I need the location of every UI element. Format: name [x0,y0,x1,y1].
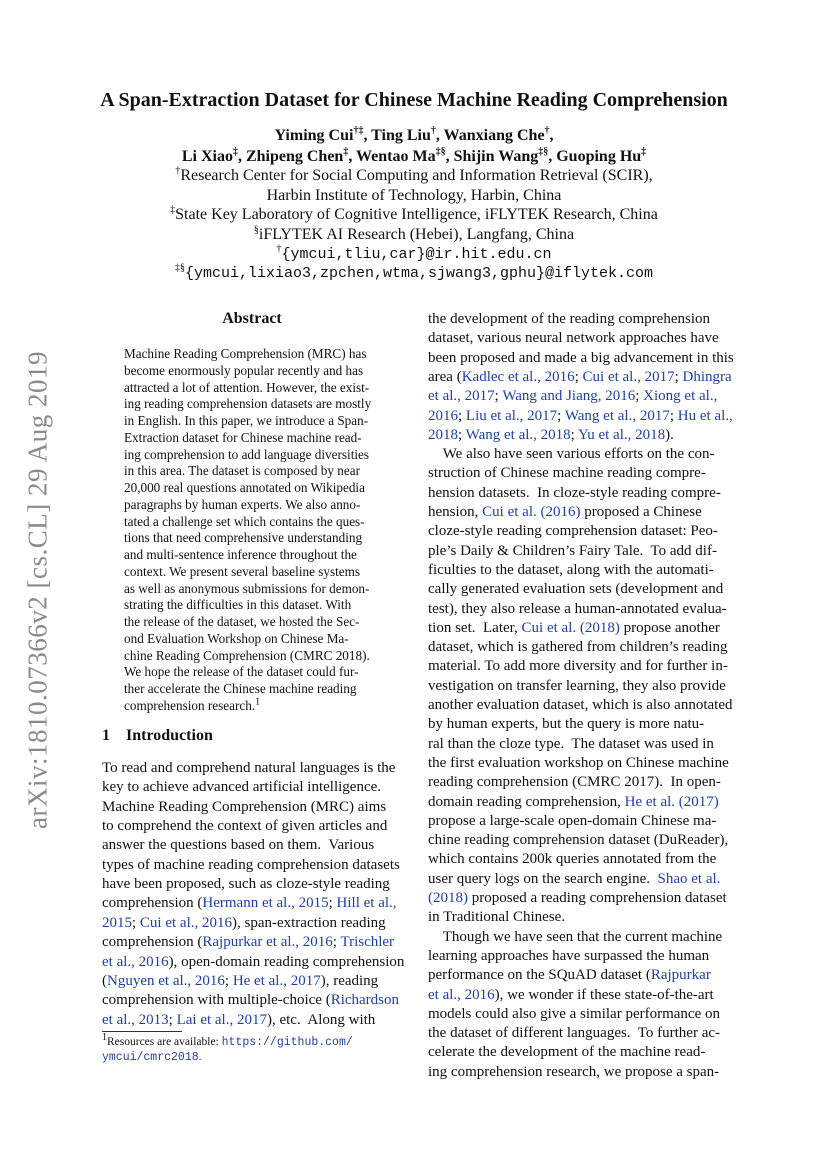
author-separator: , [548,148,557,165]
citation-link[interactable]: Yu et al., 2018 [578,426,666,443]
footnote-link-cont[interactable]: ymcui/cmrc2018 [102,1051,199,1064]
author-name: Guoping Hu [556,148,642,165]
citation-link[interactable]: Wang et al., 2018 [465,426,571,443]
text-line [428,639,732,656]
text-line [102,1012,404,1029]
text-span: ral than the cloze type. The dataset was used in [428,735,714,752]
text-span: ing comprehension research, we propose a span- [428,1063,720,1080]
author-affiliation-mark: ‡§ [435,146,446,158]
text-line [102,876,404,893]
citation-link[interactable]: Lai et al., 2017 [176,1011,267,1028]
text-span: ; [669,407,678,424]
text-line [428,716,732,733]
text-span: ple’s Daily & Children’s Fairy Tale. To add dif- [428,542,717,559]
text-line [428,562,732,579]
text-line [102,857,404,874]
text-span: proposed a reading comprehension dataset [468,890,727,906]
text-span: ; [328,895,337,912]
abstract-line: the release of the dataset, we hosted the Sec- [124,614,360,629]
text-span: comprehension with multiple-choice ( [102,992,331,1009]
text-line [428,311,732,328]
affiliation-iflytek: ‡State Key Laboratory of Cognitive Intelligence, iFLYTEK Research, China [170,204,658,223]
affiliation-hebei: §iFLYTEK AI Research (Hebei), Langfang, China [253,224,575,243]
text-line [428,774,732,791]
text-line [428,446,732,463]
text-span: ; [574,368,583,385]
text-line [428,794,732,811]
text-line [428,1006,732,1023]
citation-link[interactable]: Hill et al., [336,895,397,912]
text-span: dataset, various neural network approaches have [428,330,719,347]
citation-link[interactable]: 2016 [428,407,458,424]
citation-link[interactable]: et al., 2013 [102,1011,169,1028]
text-line [102,799,404,816]
text-span: ). [665,426,674,443]
citation-link[interactable]: Xiong et al., [643,388,718,405]
author-affiliation-mark: † [544,125,550,137]
text-line [102,992,404,1009]
email-iflytek: ‡§{ymcui,lixiao3,zpchen,wtma,sjwang3,gphu}@iflytek.com [174,262,654,282]
citation-link[interactable]: Wang et al., 2017 [564,407,670,424]
footnote-rule [102,1031,182,1032]
text-line [428,678,732,695]
author-row-1 [0,127,828,145]
text-span: reading comprehension (CMRC 2017). In open- [428,774,721,791]
text-span: learning approaches have surpassed the human [428,947,710,964]
author-affiliation-mark: † [430,125,436,137]
text-line [428,832,732,849]
citation-link[interactable]: He et al. (2017) [624,793,719,810]
footnote-line-2: ymcui/cmrc2018. [102,1051,202,1064]
author-row-2 [0,148,828,166]
text-line [428,485,732,502]
text-span: material. To add more diversity and for further in- [428,658,728,675]
text-span: ; [332,934,341,951]
text-line [428,388,732,405]
author-name: Wentao Ma [356,148,436,165]
text-span: ; [132,914,140,931]
text-line [428,929,732,946]
text-span: to comprehend the context of given articles and [102,818,388,835]
text-span: the first evaluation workshop on Chinese machine [428,754,729,771]
footnote-link[interactable]: https://github.com/ [221,1036,353,1049]
abstract-line: and multi-sentence inference throughout the [124,547,357,562]
text-line [428,523,732,540]
author-name: Shijin Wang [453,148,539,165]
text-line [102,760,404,777]
text-span: comprehension ( [102,934,203,951]
text-line [102,818,404,835]
text-span: Though we have seen that the current machine [428,928,723,945]
author-affiliation-mark: ‡ [343,146,349,158]
text-line [428,1064,732,1081]
text-span: the development of the reading comprehension [428,311,710,327]
abstract-line: ther accelerate the Chinese machine reading [124,681,357,696]
citation-link[interactable]: Hu et al., [677,407,733,424]
text-line [428,658,732,675]
text-span: vestigation on transfer learning, they also provide [428,677,726,694]
text-span: ; [635,388,644,405]
affiliation-scir: †Research Center for Social Computing and Information Retrieval (SCIR), [175,165,653,184]
text-span: ; [570,426,579,443]
text-line [428,948,732,965]
text-span: ), etc. Along with [266,1011,376,1028]
citation-link[interactable]: He et al., 2017 [232,972,321,989]
citation-link[interactable]: 2015 [102,914,132,931]
text-span: dataset, which is gathered from children’s reading [428,639,728,656]
text-span: cloze-style reading comprehension dataset: Peo- [428,523,718,540]
text-span: ; [224,972,233,989]
footnote-line-1: $^1$Resources are available: https://github.com/ [102,1032,353,1049]
abstract-line: tated a challenge set which contains the ques- [124,513,365,529]
abstract-line: We hope the release of the dataset could fur- [124,664,359,680]
abstract-line: as well as anonymous submissions for demon- [124,580,370,596]
text-span: answer the questions based on them. Various [102,837,375,854]
citation-link[interactable]: Cui et al., 2017 [582,368,675,385]
text-span: ), open-domain reading comprehension [168,953,405,970]
abstract-line: 20,000 real questions annotated on Wikipedia [124,480,365,495]
author-separator: , [549,127,554,144]
text-span: models could also give a similar performance on [428,1005,720,1022]
abstract-line: tions that need comprehensive understanding [124,530,363,546]
abstract-line: ing comprehension to add language diversities [124,446,370,462]
affiliation-hit: Harbin Institute of Technology, Harbin, China [266,187,562,204]
author-separator: , [363,127,372,144]
text-line [102,837,404,854]
abstract-line: attracted a lot of attention. However, the exist- [124,379,370,395]
text-span: in Traditional Chinese. [428,909,566,926]
text-span: We also have seen various efforts on the con- [428,446,715,463]
abstract-line: strating the difficulties in this dataset. With [124,597,352,613]
text-line [428,697,732,714]
author-separator: , [435,127,444,144]
text-line [428,369,732,386]
text-span: proposed a Chinese [580,504,702,520]
abstract-line: Extraction dataset for Chinese machine read- [124,429,362,445]
section-heading: 1 Introduction [102,727,213,744]
text-span: ), reading [320,972,379,989]
text-span: another evaluation dataset, which is also annotated [428,697,733,713]
author-affiliation-mark: ‡ [641,146,647,158]
text-span: key to achieve advanced artificial intelligence. [102,779,382,796]
text-span: chine reading comprehension dataset (DuReader), [428,832,729,849]
text-span: tion set. Later, [428,619,522,636]
text-line [428,581,732,598]
text-line [428,755,732,772]
citation-link[interactable]: et al., 2016 [428,986,495,1003]
text-line [428,620,732,637]
abstract-line: Machine Reading Comprehension (MRC) has [124,346,367,361]
citation-link[interactable]: Dhingra [682,368,732,385]
abstract-heading: Abstract [222,310,282,327]
text-span: struction of Chinese machine reading compre- [428,465,706,482]
paper-title: A Span-Extraction Dataset for Chinese Machine Reading Comprehension [100,89,728,111]
text-line [102,915,404,932]
author-name: Yiming Cui [274,127,354,144]
text-span: comprehension ( [102,895,203,912]
abstract-line: paragraphs by human experts. We also anno- [124,496,361,512]
abstract-line: context. We present several baseline systems [124,563,360,579]
citation-link[interactable]: 2018 [428,426,458,443]
text-line [428,465,732,482]
author-name: Wanxiang Che [443,127,545,144]
author-name: Zhipeng Chen [245,148,344,165]
text-span: ; [494,388,503,405]
text-span: have been proposed, such as cloze-style reading [102,876,390,893]
citation-link[interactable]: Trischler [340,934,395,951]
text-span: propose a large-scale open-domain Chinese ma- [428,812,717,829]
text-line [428,851,732,868]
abstract-line: in English. In this paper, we introduce a Span- [124,413,369,428]
author-affiliation-mark: ‡ [232,146,238,158]
text-line [102,895,404,912]
author-separator: , [348,148,357,165]
citation-link[interactable]: Cui et al. (2018) [521,619,620,636]
text-line [428,350,732,367]
abstract-line: in this area. The dataset is composed by near [124,463,360,479]
citation-link[interactable]: Liu et al., 2017 [465,407,558,424]
text-line [428,987,732,1004]
text-line [428,967,732,984]
text-span: domain reading comprehension, [428,793,625,810]
text-line [428,427,732,444]
citation-link[interactable]: et al., 2016 [102,953,169,970]
citation-link[interactable]: Wang and Jiang, 2016 [502,388,636,405]
citation-link[interactable]: Rajpurkar et al., 2016 [202,934,333,951]
text-line [428,736,732,753]
text-line [428,871,732,888]
citation-link[interactable]: Hermann et al., 2015 [202,895,329,912]
text-span: Machine Reading Comprehension (MRC) aims [102,798,387,815]
abstract-line: ing reading comprehension datasets are mostly [124,396,372,412]
citation-link[interactable]: Richardson [330,992,400,1009]
citation-link[interactable]: Rajpurkar [650,967,711,984]
text-span: performance on the SQuAD dataset ( [428,967,651,984]
text-span: ( [102,972,107,989]
author-separator: , [237,148,246,165]
text-span: ; [674,368,683,385]
abstract-line: chine Reading Comprehension (CMRC 2018). [124,647,370,663]
abstract-line: ond Evaluation Workshop on Chinese Ma- [124,630,349,646]
citation-link[interactable]: Cui et al., 2016 [139,914,232,931]
text-span: types of machine reading comprehension datasets [102,856,400,873]
text-span: been proposed and made a big advancement in this [428,349,734,366]
text-span: ), span-extraction reading [232,914,386,931]
text-span: cally generated evaluation sets (development and [428,581,724,598]
text-span: ; [458,426,466,443]
citation-link[interactable]: (2018) [428,890,468,906]
abstract-line: comprehension research.$^1$ [124,696,261,713]
text-span: ficulties to the dataset, along with the automati- [428,561,714,578]
text-span: To read and comprehend natural languages is the [102,760,396,776]
text-span: ), we wonder if these state-of-the-art [494,986,714,1003]
text-line [428,909,732,926]
author-name: Ting Liu [371,127,431,144]
text-span: by human experts, but the query is more natu- [428,716,705,733]
author-separator: , [445,148,454,165]
author-affiliation-mark: †‡ [353,125,364,137]
text-line [428,543,732,560]
text-span: ; [168,1011,177,1028]
text-line [428,1044,732,1061]
text-span: test), they also release a human-annotated evalua- [428,600,727,617]
text-span: the dataset of different languages. To further ac- [428,1025,721,1042]
footnote-mark: 1 [255,696,261,708]
text-line [428,408,732,425]
text-line [428,504,732,521]
author-affiliation-mark: ‡§ [538,146,549,158]
citation-link[interactable]: et al., 2017 [428,388,495,405]
text-span: area ( [428,368,462,385]
text-span: propose another [619,619,720,636]
citation-link[interactable]: Kadlec et al., 2016 [461,368,575,385]
text-span: celerate the development of the machine read- [428,1044,706,1061]
author-name: Li Xiao [181,148,233,165]
text-span: hension, [428,504,483,520]
abstract-line: become enormously popular recently and has [124,362,364,378]
text-line [428,1025,732,1042]
text-span: which contains 200k queries annotated from the [428,851,717,868]
text-line [102,973,404,990]
text-line [428,330,732,347]
text-span: hension datasets. In cloze-style reading compre- [428,484,721,501]
text-span: ; [458,407,466,424]
email-hit: †{ymcui,tliu,car}@ir.hit.edu.cn [276,243,552,263]
text-span: ; [557,407,565,424]
text-line [428,890,732,907]
text-line [428,601,732,618]
citation-link[interactable]: Shao et al. [657,870,721,887]
citation-link[interactable]: Cui et al. (2016) [482,504,581,520]
text-line [102,954,404,971]
citation-link[interactable]: Nguyen et al., 2016 [107,972,225,989]
text-line [102,779,404,796]
text-span: user query logs on the search engine. [428,870,658,887]
text-line [428,813,732,830]
text-line [102,934,404,951]
